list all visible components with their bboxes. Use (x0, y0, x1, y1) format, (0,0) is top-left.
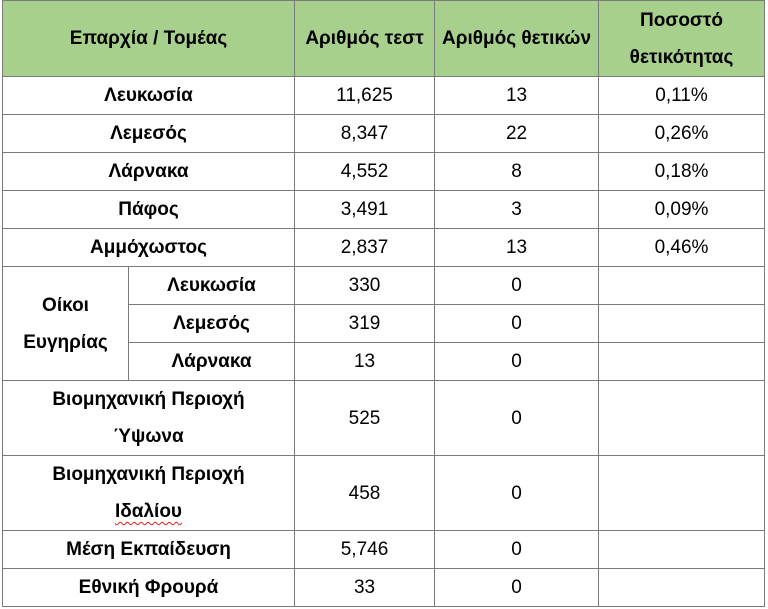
district-rate: 0,11% (599, 77, 765, 115)
district-name: Λεμεσός (3, 115, 295, 153)
industrial-area-line1: Βιομηχανική Περιοχή (52, 389, 245, 410)
district-name: Αμμόχωστος (3, 229, 295, 267)
district-rate: 0,46% (599, 229, 765, 267)
empty-rate-cell (599, 305, 765, 343)
table-row (3, 77, 765, 115)
industrial-area-line2: Ιδαλίου (115, 501, 182, 522)
district-name: Πάφος (3, 191, 295, 229)
district-tests: 3,491 (295, 191, 435, 229)
header-rate: Ποσοστό θετικότητας (599, 1, 765, 77)
care-home-positives: 0 (435, 305, 599, 343)
industrial-area-line2: Ύψωνα (113, 426, 184, 447)
table-row (3, 191, 765, 229)
district-positives: 13 (435, 77, 599, 115)
table-row (3, 456, 765, 531)
empty-rate-cell (599, 569, 765, 607)
care-home-tests: 13 (295, 343, 435, 381)
district-rate: 0,26% (599, 115, 765, 153)
table-row (3, 229, 765, 267)
district-tests: 8,347 (295, 115, 435, 153)
district-positives: 22 (435, 115, 599, 153)
sector-tests: 5,746 (295, 531, 435, 569)
header-positives: Αριθμός θετικών (435, 1, 599, 77)
table-row (3, 531, 765, 569)
empty-rate-cell (599, 343, 765, 381)
district-positives: 8 (435, 153, 599, 191)
empty-rate-cell (599, 456, 765, 531)
district-tests: 2,837 (295, 229, 435, 267)
industrial-area-name (3, 456, 295, 531)
sector-tests: 33 (295, 569, 435, 607)
industrial-tests: 458 (295, 456, 435, 531)
care-home-district: Λάρνακα (129, 343, 295, 381)
empty-rate-cell (599, 381, 765, 456)
district-rate: 0,18% (599, 153, 765, 191)
industrial-positives: 0 (435, 381, 599, 456)
industrial-area-name (3, 381, 295, 456)
district-tests: 4,552 (295, 153, 435, 191)
covid-test-results-table (2, 0, 765, 607)
table-row (3, 115, 765, 153)
empty-rate-cell (599, 531, 765, 569)
district-positives: 3 (435, 191, 599, 229)
sector-name: Μέση Εκπαίδευση (3, 531, 295, 569)
industrial-area-line1: Βιομηχανική Περιοχή (52, 464, 245, 485)
empty-rate-cell (599, 267, 765, 305)
care-homes-label: Οίκοι Ευγηρίας (3, 267, 129, 381)
care-home-tests: 330 (295, 267, 435, 305)
district-name: Λάρνακα (3, 153, 295, 191)
sector-positives: 0 (435, 531, 599, 569)
table-row (3, 153, 765, 191)
industrial-tests: 525 (295, 381, 435, 456)
care-home-district: Λευκωσία (129, 267, 295, 305)
sector-positives: 0 (435, 569, 599, 607)
care-home-district: Λεμεσός (129, 305, 295, 343)
industrial-positives: 0 (435, 456, 599, 531)
district-rate: 0,09% (599, 191, 765, 229)
district-name: Λευκωσία (3, 77, 295, 115)
care-home-positives: 0 (435, 343, 599, 381)
care-home-tests: 319 (295, 305, 435, 343)
table-row (3, 267, 765, 305)
header-row (3, 1, 765, 77)
sector-name: Εθνική Φρουρά (3, 569, 295, 607)
district-positives: 13 (435, 229, 599, 267)
table-row (3, 381, 765, 456)
district-tests: 11,625 (295, 77, 435, 115)
header-tests: Αριθμός τεστ (295, 1, 435, 77)
table-row (3, 569, 765, 607)
header-region: Επαρχία / Τομέας (3, 1, 295, 77)
care-home-positives: 0 (435, 267, 599, 305)
